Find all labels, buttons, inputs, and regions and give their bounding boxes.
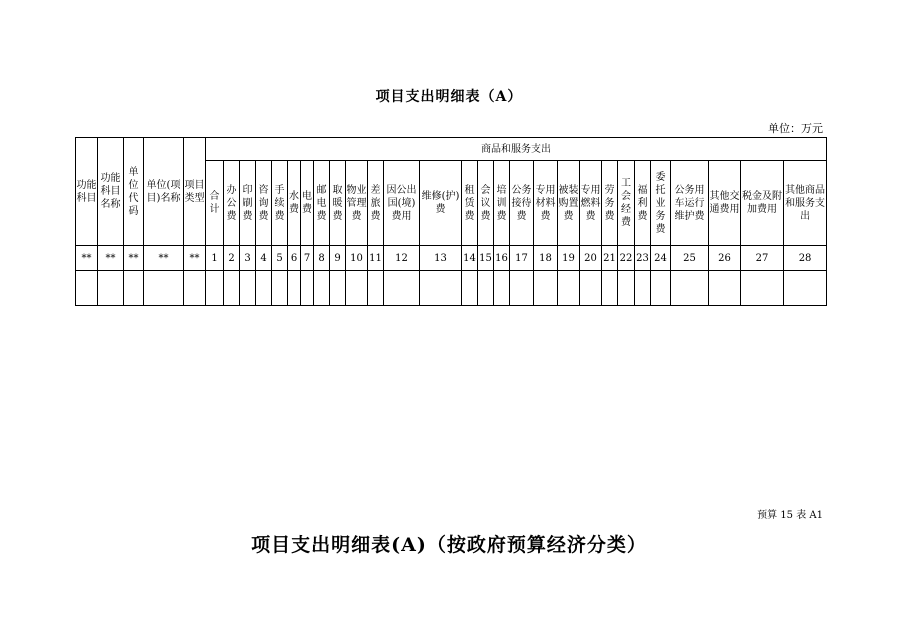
column-code-cell: 13 bbox=[420, 246, 462, 271]
data-cell bbox=[256, 271, 272, 306]
column-code-cell: 24 bbox=[651, 246, 671, 271]
sub-header-cell: 工会经费 bbox=[618, 161, 635, 246]
sub-header-cell: 水费 bbox=[288, 161, 301, 246]
column-code-cell: ** bbox=[144, 246, 184, 271]
sub-header-cell: 租赁费 bbox=[462, 161, 478, 246]
data-cell bbox=[635, 271, 651, 306]
column-code-cell: 26 bbox=[709, 246, 741, 271]
data-cell bbox=[314, 271, 330, 306]
sub-header-cell: 办公费 bbox=[224, 161, 240, 246]
sub-header-cell: 物业管理费 bbox=[346, 161, 368, 246]
column-code-cell: 22 bbox=[618, 246, 635, 271]
data-cell bbox=[330, 271, 346, 306]
data-cell bbox=[206, 271, 224, 306]
column-code-cell: ** bbox=[124, 246, 144, 271]
column-code-cell: 11 bbox=[368, 246, 384, 271]
sub-header-cell: 维修(护)费 bbox=[420, 161, 462, 246]
data-cell bbox=[240, 271, 256, 306]
data-cell bbox=[462, 271, 478, 306]
sub-header-cell: 咨询费 bbox=[256, 161, 272, 246]
column-code-cell: 19 bbox=[558, 246, 580, 271]
column-code-cell: 9 bbox=[330, 246, 346, 271]
column-code-cell: 8 bbox=[314, 246, 330, 271]
sub-header-cell: 印刷费 bbox=[240, 161, 256, 246]
data-cell bbox=[301, 271, 314, 306]
sub-header-cell: 其他交通费用 bbox=[709, 161, 741, 246]
column-code-cell: 10 bbox=[346, 246, 368, 271]
column-code-cell: 2 bbox=[224, 246, 240, 271]
data-cell bbox=[124, 271, 144, 306]
sub-header-cell: 公务接待费 bbox=[510, 161, 534, 246]
column-code-cell: 27 bbox=[741, 246, 784, 271]
sub-header-cell: 公务用车运行维护费 bbox=[671, 161, 709, 246]
column-code-cell: 20 bbox=[580, 246, 602, 271]
data-cell bbox=[368, 271, 384, 306]
data-cell bbox=[671, 271, 709, 306]
data-cell bbox=[478, 271, 494, 306]
column-code-cell: 14 bbox=[462, 246, 478, 271]
data-cell bbox=[76, 271, 98, 306]
data-cell bbox=[510, 271, 534, 306]
data-cell bbox=[534, 271, 558, 306]
sub-header-cell: 合计 bbox=[206, 161, 224, 246]
column-code-cell: 15 bbox=[478, 246, 494, 271]
column-code-cell: 5 bbox=[272, 246, 288, 271]
unit-label: 单位：万元 bbox=[768, 122, 823, 135]
header-cell: 单位代码 bbox=[124, 138, 144, 246]
expenditure-table bbox=[75, 137, 827, 306]
column-code-cell: 6 bbox=[288, 246, 301, 271]
data-cell bbox=[384, 271, 420, 306]
page-title: 项目支出明细表（A） bbox=[375, 89, 523, 105]
data-cell bbox=[784, 271, 827, 306]
column-code-cell: 3 bbox=[240, 246, 256, 271]
sub-header-cell: 专用材料费 bbox=[534, 161, 558, 246]
sub-header-cell: 取暖费 bbox=[330, 161, 346, 246]
column-code-cell: 1 bbox=[206, 246, 224, 271]
data-cell bbox=[184, 271, 206, 306]
sub-header-cell: 劳务费 bbox=[602, 161, 618, 246]
column-code-cell: 12 bbox=[384, 246, 420, 271]
sub-header-cell: 其他商品和服务支出 bbox=[784, 161, 827, 246]
data-cell bbox=[144, 271, 184, 306]
sub-header-cell: 邮电费 bbox=[314, 161, 330, 246]
data-cell bbox=[224, 271, 240, 306]
sub-header-cell: 手续费 bbox=[272, 161, 288, 246]
column-code-cell: 16 bbox=[494, 246, 510, 271]
column-code-cell: 18 bbox=[534, 246, 558, 271]
data-cell bbox=[420, 271, 462, 306]
data-cell bbox=[741, 271, 784, 306]
column-code-cell: 23 bbox=[635, 246, 651, 271]
column-code-cell: 4 bbox=[256, 246, 272, 271]
data-cell bbox=[346, 271, 368, 306]
data-cell bbox=[580, 271, 602, 306]
data-cell bbox=[98, 271, 124, 306]
column-code-cell: ** bbox=[76, 246, 98, 271]
data-cell bbox=[709, 271, 741, 306]
sub-header-cell: 电费 bbox=[301, 161, 314, 246]
column-code-cell: 7 bbox=[301, 246, 314, 271]
sub-header-cell: 福利费 bbox=[635, 161, 651, 246]
data-cell bbox=[651, 271, 671, 306]
header-cell: 功能科目名称 bbox=[98, 138, 124, 246]
header-cell: 单位(项目)名称 bbox=[144, 138, 184, 246]
sub-header-cell: 会议费 bbox=[478, 161, 494, 246]
sub-header-cell: 税金及附加费用 bbox=[741, 161, 784, 246]
data-cell bbox=[494, 271, 510, 306]
column-code-cell: 25 bbox=[671, 246, 709, 271]
header-cell: 项目类型 bbox=[184, 138, 206, 246]
main-title: 项目支出明细表(A)（按政府预算经济分类） bbox=[251, 534, 647, 556]
data-cell bbox=[618, 271, 635, 306]
sub-header-cell: 委托业务费 bbox=[651, 161, 671, 246]
data-cell bbox=[288, 271, 301, 306]
data-cell bbox=[602, 271, 618, 306]
sub-header-cell: 差旅费 bbox=[368, 161, 384, 246]
sub-header-cell: 培训费 bbox=[494, 161, 510, 246]
sub-header-cell: 因公出国(境)费用 bbox=[384, 161, 420, 246]
sub-header-cell: 被装购置费 bbox=[558, 161, 580, 246]
data-cell bbox=[272, 271, 288, 306]
data-cell bbox=[558, 271, 580, 306]
column-code-cell: ** bbox=[98, 246, 124, 271]
column-code-cell: 21 bbox=[602, 246, 618, 271]
column-code-cell: ** bbox=[184, 246, 206, 271]
column-code-cell: 28 bbox=[784, 246, 827, 271]
sub-header-cell: 专用燃料费 bbox=[580, 161, 602, 246]
column-code-cell: 17 bbox=[510, 246, 534, 271]
header-cell: 功能科目 bbox=[76, 138, 98, 246]
form-code: 预算 15 表 A1 bbox=[757, 510, 823, 521]
group-header: 商品和服务支出 bbox=[206, 138, 827, 161]
